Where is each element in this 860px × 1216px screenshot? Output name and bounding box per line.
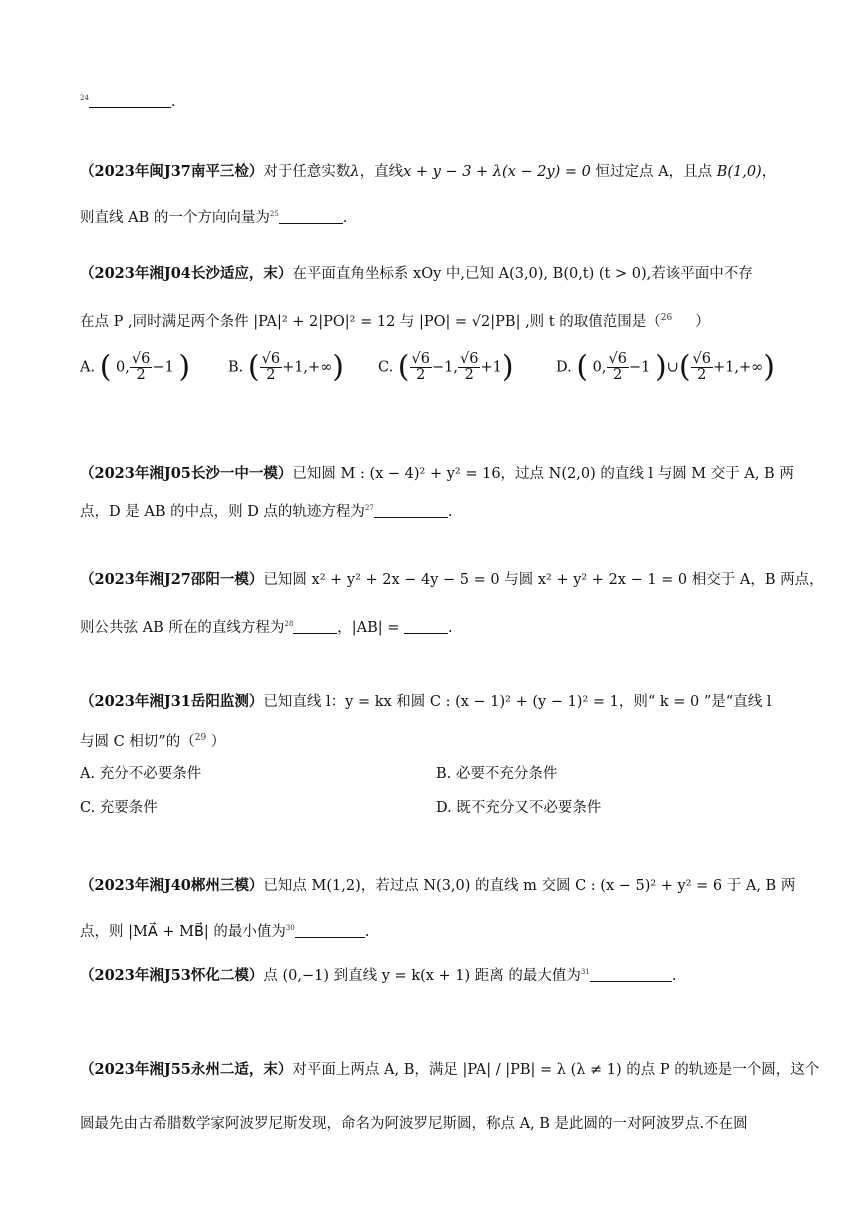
q29-option-b: B. 必要不充分条件 — [436, 766, 558, 782]
q30-line1: （2023年湘J40郴州三模）已知点 M(1,2)，若过点 N(3,0) 的直线 m 交圆 C : (x − 5)² + y² = 6 于 A, B 两 — [80, 877, 796, 894]
q29-option-d: D. 既不充分又不必要条件 — [436, 800, 602, 816]
answer-blank — [279, 210, 343, 224]
answer-blank — [590, 968, 672, 982]
q26-option-a: A. ( 0, $\frac{√6}{2}$ −1 ) — [80, 349, 191, 385]
q29-line2: 与圆 C 相切”的（$^{29}$ ） — [80, 733, 226, 750]
q25-line1: （2023年闽J37南平三检）对于任意实数λ，直线x + y − 3 + λ(x − 2y) = 0 恒过定点 A，且点 B(1,0)， — [80, 163, 777, 180]
answer-blank — [374, 504, 448, 518]
q27-line2: 点，D 是 AB 的中点，则 D 点的轨迹方程为$^{27}$ . — [80, 503, 453, 520]
answer-blank — [295, 924, 365, 938]
q26-line1: （2023年湘J04长沙适应，末）在平面直角坐标系 xOy 中,已知 A(3,0), B(0,t) (t > 0),若该平面中不存 — [80, 265, 753, 282]
q25-line2: 则直线 AB 的一个方向向量为$^{25}$ . — [80, 209, 348, 226]
q30-line2: 点，则 |MA⃗ + MB⃗| 的最小值为$^{30}$ . — [80, 923, 370, 940]
q32-line1: （2023年湘J55永州二适，末）对平面上两点 A, B，满足 |PA| / |PB| = λ (λ ≠ 1) 的点 P 的轨迹是一个圆，这个 — [80, 1061, 820, 1078]
q26-option-b: B. ( $\frac{√6}{2}$ +1,+∞) — [228, 349, 344, 385]
q26-line2: 在点 P ,同时满足两个条件 |PA|² + 2|PO|² = 12 与 |PO| = √2|PB| ,则 t 的取值范围是（$^{26}$ ） — [80, 313, 710, 330]
q32-line2: 圆最先由古希腊数学家阿波罗尼斯发现，命名为阿波罗尼斯圆，称点 A, B 是此圆的一对阿波罗点.不在圆 — [80, 1116, 748, 1132]
q26-option-d: D. ( 0, $\frac{√6}{2}$ −1 )∪( $\frac{√6}{2}$ +1,+∞) — [556, 349, 775, 385]
answer-blank — [404, 620, 448, 634]
q29-option-c: C. 充要条件 — [80, 800, 158, 816]
q29-line1: （2023年湘J31岳阳监测）已知直线 l：y = kx 和圆 C : (x − 1)² + (y − 1)² = 1，则“ k = 0 ”是“直线 l — [80, 693, 772, 710]
q28-line1: （2023年湘J27邵阳一模）已知圆 x² + y² + 2x − 4y − 5 = 0 与圆 x² + y² + 2x − 1 = 0 相交于 A，B 两点， — [80, 571, 824, 588]
answer-blank — [293, 620, 337, 634]
answer-blank — [89, 94, 171, 108]
q24-tail: $^{24}$ . — [80, 93, 176, 110]
q26-option-c: C. ( $\frac{√6}{2}$ −1, $\frac{√6}{2}$ +1) — [378, 349, 514, 385]
q27-line1: （2023年湘J05长沙一中一模）已知圆 M : (x − 4)² + y² = 16，过点 N(2,0) 的直线 l 与圆 M 交于 A, B 两 — [80, 465, 794, 482]
q28-line2: 则公共弦 AB 所在的直线方程为$^{28}$ ，|AB| = . — [80, 619, 453, 636]
q29-option-a: A. 充分不必要条件 — [80, 766, 202, 782]
q31-line1: （2023年湘J53怀化二模）点 (0,−1) 到直线 y = k(x + 1) 距离 的最大值为$^{31}$ . — [80, 966, 677, 984]
